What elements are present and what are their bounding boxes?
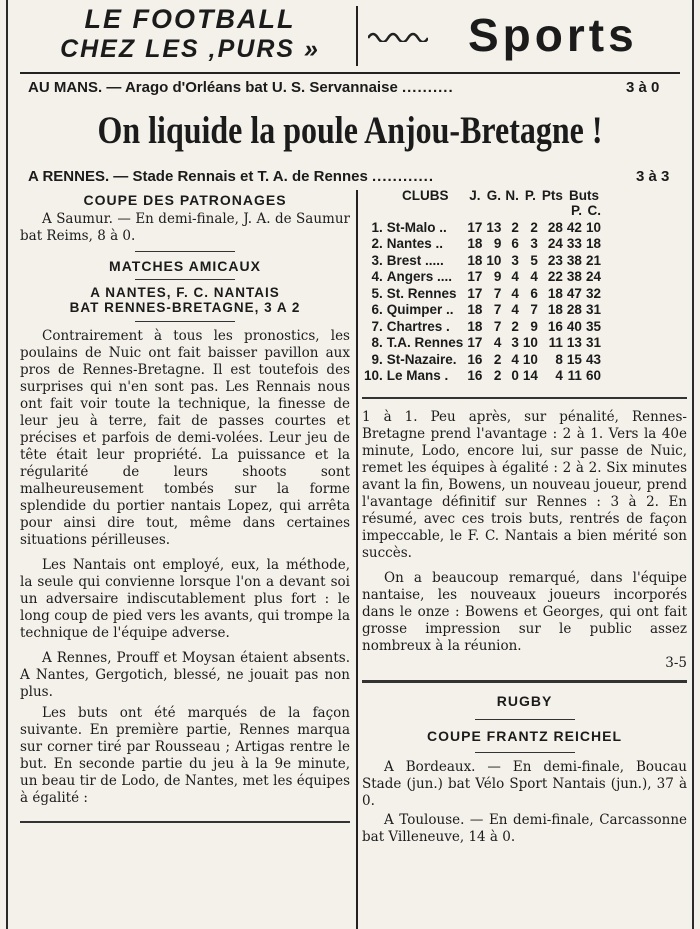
header-won: G. xyxy=(486,188,501,203)
cell-lost: 5 xyxy=(530,252,538,268)
cell-played: 18 xyxy=(467,302,483,317)
section-rule xyxy=(135,251,235,252)
cell-played: 17 xyxy=(467,269,483,284)
cell-points: 28 xyxy=(547,219,563,235)
header-lost: P. xyxy=(524,188,536,203)
column-divider xyxy=(356,190,358,929)
table-row xyxy=(362,269,603,286)
cell-played: 16 xyxy=(467,351,483,367)
cell-club: Nantes .. xyxy=(386,236,444,251)
result-place: A RENNES. xyxy=(28,168,110,185)
table-row xyxy=(362,236,603,253)
cell-lost: 14 xyxy=(522,368,538,383)
coupe-patronages-text: A Saumur. — En demi-finale, J. A. de Saumur bat Reims, 8 à 0. xyxy=(20,211,350,244)
cell-goals-for: 28 xyxy=(566,302,582,317)
cell-played: 18 xyxy=(467,318,483,334)
cell-won: 4 xyxy=(493,335,502,350)
result-dots: ............ xyxy=(371,168,434,185)
cell-points: 4 xyxy=(555,368,563,383)
left-column xyxy=(20,188,350,929)
header-goals-against: C. xyxy=(587,203,601,218)
standings-subheader-row xyxy=(362,203,603,220)
table-row xyxy=(362,286,603,303)
header-played: J. xyxy=(469,188,481,203)
cell-goals-against: 31 xyxy=(585,335,601,350)
cell-goals-against: 24 xyxy=(585,269,601,284)
cell-goals-for: 47 xyxy=(566,285,582,301)
cell-goals-for: 11 xyxy=(567,368,582,383)
cell-club: Le Mans . xyxy=(386,368,449,383)
column-title xyxy=(30,4,350,64)
cell-won: 9 xyxy=(493,269,502,284)
cell-drawn: 4 xyxy=(511,269,519,284)
header-clubs: CLUBS xyxy=(402,188,449,203)
headline: On liquide la poule Anjou-Bretagne ! xyxy=(97,109,603,152)
cell-drawn: 2 xyxy=(511,318,519,334)
cell-won: 13 xyxy=(486,219,502,235)
cell-goals-for: 38 xyxy=(566,269,582,284)
cell-lost: 2 xyxy=(530,219,538,235)
coupe-patronages-title: COUPE DES PATRONAGES xyxy=(83,192,287,208)
table-row xyxy=(362,335,603,352)
article-paragraph-2: Les Nantais ont employé, eux, la méthode, la seule qui convienne lorsque l'on a devant soi un adversaire indiscutablement plus fort : le long coup de pied vers les avants, qui trompe la technique de l'équipe adverse. xyxy=(20,557,350,641)
cell-points: 8 xyxy=(555,351,563,367)
cell-drawn: 4 xyxy=(511,285,519,301)
section-rule xyxy=(475,752,575,753)
article-paragraph-5: 1 à 1. Peu après, sur pénalité, Rennes-Bretagne prend l'avantage : 2 à 1. Vers la 40e minute, Lodo, encore lui, sur passe de Nuic, remet les équipes à égalité : 2 à 2. Six minutes avant la fin, Bowens, un nouveau joueur, prend l'avantage définitif sur Rennes : 3 à 2. En résumé, avec ces trois buts, rentrés de façon impeccable, le F. C. Nantais a bien mérité son succès. xyxy=(362,408,687,561)
match-subtitle-line1: A NANTES, F. C. NANTAIS xyxy=(90,285,280,300)
coupe-frantz-reichel-title: COUPE FRANTZ REICHEL xyxy=(427,727,622,744)
cell-goals-against: 43 xyxy=(585,351,601,367)
result-place: AU MANS. xyxy=(28,79,103,96)
cell-points: 18 xyxy=(547,285,563,301)
cell-club: Quimper .. xyxy=(386,302,454,317)
cell-goals-against: 18 xyxy=(585,236,601,251)
cell-won: 2 xyxy=(493,351,502,367)
cell-rank: 5. xyxy=(371,285,383,301)
wavy-ornament-icon xyxy=(368,28,428,42)
cell-club: Brest ..... xyxy=(386,252,444,268)
cell-won: 7 xyxy=(493,285,502,301)
rugby-top-rule xyxy=(362,680,687,683)
standings-body xyxy=(362,220,603,385)
result-le-mans xyxy=(28,79,660,96)
cell-won: 9 xyxy=(493,236,502,251)
header-points: Pts xyxy=(541,188,563,203)
table-row xyxy=(362,302,603,319)
sports-heading xyxy=(368,8,688,61)
right-column xyxy=(362,188,687,929)
cell-goals-against: 32 xyxy=(585,285,601,301)
cell-points: 18 xyxy=(547,302,563,317)
cell-lost: 10 xyxy=(522,351,538,367)
cell-goals-for: 42 xyxy=(566,219,582,235)
result-dots: .......... xyxy=(401,79,454,96)
cell-won: 2 xyxy=(493,368,502,383)
section-rule xyxy=(135,321,235,322)
column-bottom-rule xyxy=(20,821,350,823)
cell-rank: 6. xyxy=(371,302,383,317)
cell-rank: 10. xyxy=(364,368,383,383)
cell-lost: 10 xyxy=(522,335,538,350)
table-bottom-rule xyxy=(362,397,687,399)
cell-goals-for: 38 xyxy=(566,252,582,268)
cell-points: 16 xyxy=(547,318,563,334)
article-paragraph-6: On a beaucoup remarqué, dans l'équipe nantaise, les nouveaux joueurs incorporés dans le onze : Bowens et Georges, qui ont fait grosse impression sur le public assez nombreux à la réunion. xyxy=(362,569,687,654)
cell-played: 17 xyxy=(467,285,483,301)
cell-drawn: 0 xyxy=(511,368,519,383)
cell-club: St-Nazaire. xyxy=(386,351,457,367)
cell-points: 24 xyxy=(547,236,563,251)
cell-won: 10 xyxy=(486,252,502,268)
rugby-toulouse: A Toulouse. — En demi-finale, Carcassonne bat Villeneuve, 14 à 0. xyxy=(362,811,687,845)
cell-lost: 9 xyxy=(530,318,538,334)
table-row xyxy=(362,253,603,270)
cell-club: Chartres . xyxy=(386,318,450,334)
cell-goals-against: 60 xyxy=(585,368,601,383)
table-row xyxy=(362,319,603,336)
article-paragraph-3: A Rennes, Prouff et Moysan étaient absents. A Nantes, Gergotich, blessé, ne jouait pas non plus. xyxy=(20,650,350,700)
cell-drawn: 4 xyxy=(511,302,519,317)
result-score: 3 à 0 xyxy=(626,79,660,96)
cell-points: 11 xyxy=(548,335,563,350)
cell-drawn: 3 xyxy=(511,252,519,268)
sports-section-label: Sports xyxy=(468,9,638,61)
result-score: 3 à 3 xyxy=(636,168,670,185)
cell-won: 7 xyxy=(493,318,502,334)
table-row xyxy=(362,220,603,237)
rugby-title: RUGBY xyxy=(496,692,553,709)
match-subtitle-line2: BAT RENNES-BRETAGNE, 3 A 2 xyxy=(69,300,301,315)
cell-points: 23 xyxy=(547,252,563,268)
article-signature: 3-5 xyxy=(665,654,687,671)
right-margin-rule xyxy=(692,0,694,929)
left-margin-rule xyxy=(6,0,8,929)
cell-played: 16 xyxy=(467,368,483,383)
cell-drawn: 6 xyxy=(511,236,519,251)
cell-goals-for: 40 xyxy=(566,318,582,334)
result-text: — Arago d'Orléans bat U. S. Servannaise xyxy=(106,79,398,96)
cell-rank: 2. xyxy=(371,236,383,251)
article-paragraph-4: Les buts ont été marqués de la façon suivante. En première partie, Rennes marqua sur corner tiré par Rousseau ; Artigas rentre le but. En seconde partie du jeu à la 9e minute, un beau tir de Lodo, de Nantes, met les équipes à égalité : xyxy=(20,705,350,806)
cell-goals-for: 15 xyxy=(566,351,582,367)
table-row xyxy=(362,368,603,385)
cell-played: 17 xyxy=(467,219,483,235)
cell-goals-for: 13 xyxy=(566,335,582,350)
result-rennes xyxy=(28,168,670,185)
cell-rank: 3. xyxy=(371,252,383,268)
column-title-line1: LE FOOTBALL xyxy=(84,4,296,34)
matches-amicaux-title: MATCHES AMICAUX xyxy=(109,258,261,274)
cell-drawn: 4 xyxy=(511,351,519,367)
cell-drawn: 2 xyxy=(511,219,519,235)
cell-rank: 4. xyxy=(371,269,383,284)
cell-club: St. Rennes xyxy=(386,285,457,301)
cell-club: Angers .... xyxy=(386,269,453,284)
cell-rank: 8. xyxy=(371,335,383,350)
cell-goals-against: 31 xyxy=(585,302,601,317)
rugby-bordeaux: A Bordeaux. — En demi-finale, Boucau Stade (jun.) bat Vélo Sport Nantais (jun.), 37 à 0. xyxy=(362,758,687,809)
cell-club: St-Malo .. xyxy=(386,219,447,235)
column-title-line2: CHEZ LES ‚PURS » xyxy=(60,35,320,63)
cell-rank: 9. xyxy=(371,351,383,367)
cell-played: 17 xyxy=(467,335,483,350)
header-goals: Buts xyxy=(568,188,599,203)
cell-rank: 1. xyxy=(371,219,383,235)
cell-rank: 7. xyxy=(371,318,383,334)
standings-table xyxy=(362,188,603,385)
table-row xyxy=(362,352,603,369)
cell-points: 22 xyxy=(547,269,563,284)
cell-played: 18 xyxy=(467,236,483,251)
cell-drawn: 3 xyxy=(511,335,519,350)
cell-lost: 7 xyxy=(530,302,538,317)
cell-club: T.A. Rennes xyxy=(386,335,464,350)
header-drawn: N. xyxy=(505,188,519,203)
result-text: — Stade Rennais et T. A. de Rennes xyxy=(113,168,368,185)
cell-goals-against: 21 xyxy=(585,252,601,268)
cell-lost: 4 xyxy=(530,269,538,284)
cell-won: 7 xyxy=(493,302,502,317)
cell-lost: 6 xyxy=(530,285,538,301)
cell-played: 18 xyxy=(467,252,483,268)
cell-lost: 3 xyxy=(530,236,538,251)
section-rule xyxy=(135,279,235,280)
cell-goals-for: 33 xyxy=(566,236,582,251)
cell-goals-against: 10 xyxy=(585,219,601,235)
header-divider xyxy=(356,6,358,66)
cell-goals-against: 35 xyxy=(585,318,601,334)
standings-header-row xyxy=(362,188,603,203)
section-rule xyxy=(475,719,575,720)
article-paragraph-1: Contrairement à tous les pronostics, les poulains de Nuic ont fait baisser pavillon aux pros de Rennes-Bretagne. Il est toutefois des surprises qui n'en sont pas. Les Rennais nous ont fait voir toute la technique, la finesse de leur jeu à terre, fait de passes courtes et précises et parfois de demi-volées. Leur jeu de tête était leur propriété. La puissance et la régularité de leurs shoots sont malheureusement tombés sur la forme splendide du portier nantais Lopez, qui arrêta pour ainsi dire tout, même dans certaines situations périlleuses. xyxy=(20,328,350,548)
header-goals-for: P. xyxy=(570,203,582,218)
header-rule xyxy=(20,72,680,74)
